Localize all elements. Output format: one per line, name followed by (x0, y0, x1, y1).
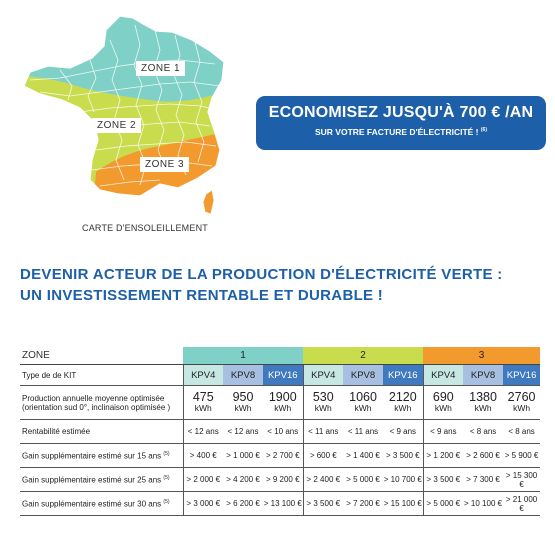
savings-banner (256, 96, 546, 150)
kit-cell: KPV8 (463, 365, 503, 386)
table-cell: > 21 000 € (503, 492, 540, 516)
table-cell: < 11 ans (303, 420, 343, 444)
zone-1-label: ZONE 1 (136, 61, 185, 76)
production-cell (423, 386, 463, 420)
kit-cell: KPV4 (303, 365, 343, 386)
kit-cell: KPV4 (423, 365, 463, 386)
production-unit: kWh (194, 402, 212, 413)
kit-cell: KPV16 (503, 365, 540, 386)
headline (20, 264, 550, 306)
banner-subtitle-text: SUR VOTRE FACTURE D'ÉLECTRICITÉ ! (314, 127, 479, 137)
gain-25-label-text: Gain supplémentaire estimé sur 25 ans (22, 475, 162, 485)
production-unit: kWh (474, 402, 492, 413)
production-unit: kWh (434, 402, 452, 413)
headline-line-2: UN INVESTISSEMENT RENTABLE ET DURABLE ! (20, 287, 384, 304)
production-value: 1380 (469, 389, 497, 404)
table-cell: > 15 100 € (383, 492, 423, 516)
production-cell (223, 386, 263, 420)
table-cell: > 1 000 € (223, 444, 263, 468)
gain-25-footnote: (5) (163, 474, 170, 481)
gain-25-label (20, 468, 183, 492)
table-cell: > 3 500 € (303, 492, 343, 516)
gain-15-row (20, 444, 540, 468)
banner-subtitle (256, 127, 546, 137)
banner-title: ECONOMISEZ JUSQU'À 700 € /AN (268, 104, 534, 121)
gain-30-label (20, 492, 183, 516)
production-cell (183, 386, 223, 420)
table-cell: > 15 300 € (503, 468, 540, 492)
zone-2-label: ZONE 2 (92, 118, 141, 133)
production-value: 2120 (388, 389, 417, 404)
table-cell: > 6 200 € (223, 492, 263, 516)
table-cell: > 5 000 € (343, 468, 383, 492)
kit-cell: KPV8 (223, 365, 263, 386)
table-cell: > 1 400 € (343, 444, 383, 468)
table-cell: > 2 000 € (183, 468, 223, 492)
production-unit: kWh (274, 402, 292, 413)
zone-header-row (20, 347, 540, 365)
corsica-area (203, 190, 214, 214)
zone-3-label: ZONE 3 (140, 157, 189, 172)
table-cell: > 5 000 € (423, 492, 463, 516)
table-cell: < 10 ans (263, 420, 303, 444)
zone-3-header: 3 (423, 347, 540, 365)
production-value: 690 (432, 389, 454, 404)
table-cell: < 8 ans (463, 420, 503, 444)
production-cell (303, 386, 343, 420)
table-cell: > 3 000 € (183, 492, 223, 516)
table-cell: < 12 ans (223, 420, 263, 444)
table-cell: < 12 ans (183, 420, 223, 444)
production-label-line-1: Production annuelle moyenne optimisée (22, 393, 165, 403)
table-cell: > 600 € (303, 444, 343, 468)
zone-2-header: 2 (303, 347, 423, 365)
table-cell: > 3 500 € (383, 444, 423, 468)
table-cell: < 11 ans (343, 420, 383, 444)
production-unit: kWh (354, 402, 372, 413)
production-row (20, 386, 540, 420)
sunshine-map (0, 0, 240, 240)
table-cell: > 4 200 € (223, 468, 263, 492)
table-cell: > 5 900 € (503, 444, 540, 468)
gain-30-row (20, 492, 540, 516)
production-cell (343, 386, 383, 420)
table-cell: > 10 100 € (463, 492, 503, 516)
table-cell: < 9 ans (383, 420, 423, 444)
production-unit: kWh (234, 402, 252, 413)
table-cell: > 9 200 € (263, 468, 303, 492)
table-cell: > 2 400 € (303, 468, 343, 492)
gain-30-label-text: Gain supplémentaire estimé sur 30 ans (22, 499, 162, 509)
production-cell (263, 386, 303, 420)
production-cell (463, 386, 503, 420)
production-value: 530 (312, 389, 334, 404)
gain-15-label-text: Gain supplémentaire estimé sur 15 ans (22, 451, 162, 461)
table-cell: > 2 600 € (463, 444, 503, 468)
production-value: 2760 (507, 389, 536, 404)
production-cell (383, 386, 423, 420)
production-value: 475 (192, 389, 214, 404)
profitability-table (20, 347, 540, 516)
rentability-row (20, 420, 540, 444)
table-cell: > 400 € (183, 444, 223, 468)
zone-header-label: ZONE (20, 347, 183, 365)
production-cell (503, 386, 540, 420)
production-value: 1060 (349, 389, 377, 404)
table-cell: > 10 700 € (383, 468, 423, 492)
production-unit: kWh (513, 402, 531, 413)
table-cell: > 7 300 € (463, 468, 503, 492)
table-cell: > 2 700 € (263, 444, 303, 468)
kit-type-row (20, 365, 540, 386)
map-caption: CARTE D'ENSOLEILLEMENT (82, 223, 208, 233)
production-value: 1900 (268, 389, 297, 404)
gain-15-label (20, 444, 183, 468)
table-cell: > 1 200 € (423, 444, 463, 468)
kit-cell: KPV4 (183, 365, 223, 386)
production-label (20, 386, 183, 420)
table-cell: < 8 ans (503, 420, 540, 444)
kit-cell: KPV16 (383, 365, 423, 386)
kit-type-label: Type de de KIT (20, 365, 183, 386)
table-cell: > 7 200 € (343, 492, 383, 516)
headline-line-1: DEVENIR ACTEUR DE LA PRODUCTION D'ÉLECTRICITÉ VERTE : (20, 266, 503, 283)
production-unit: kWh (314, 402, 332, 413)
kit-cell: KPV8 (343, 365, 383, 386)
production-label-line-2: (orientation sud 0°, inclinaison optimisée ) (22, 402, 171, 412)
gain-30-footnote: (5) (163, 498, 170, 505)
table-cell: > 13 100 € (263, 492, 303, 516)
table-cell: > 3 500 € (423, 468, 463, 492)
banner-footnote: (6) (480, 127, 488, 134)
zone-1-header: 1 (183, 347, 303, 365)
gain-15-footnote: (5) (163, 450, 170, 457)
production-unit: kWh (394, 402, 412, 413)
rentability-label: Rentabilité estimée (20, 420, 183, 444)
table-cell: < 9 ans (423, 420, 463, 444)
kit-cell: KPV16 (263, 365, 303, 386)
production-value: 950 (232, 389, 254, 404)
gain-25-row (20, 468, 540, 492)
